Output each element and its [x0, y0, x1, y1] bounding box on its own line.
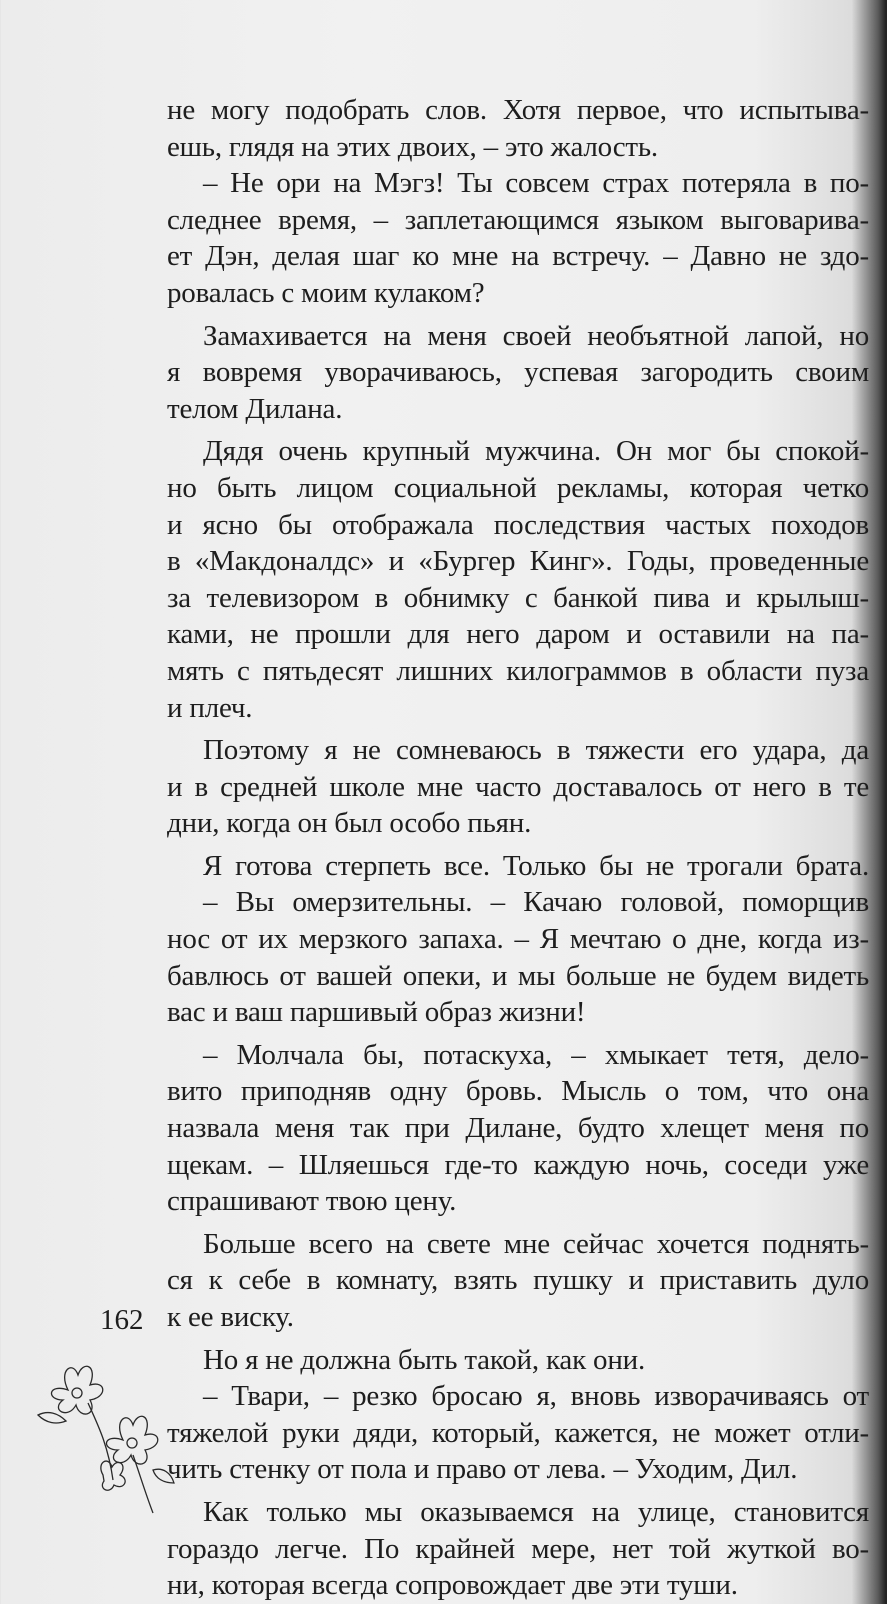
- text-line: гораздо легче. По крайней мере, нет той жуткой во-: [167, 1532, 869, 1565]
- text-line: ровалась с моим кулаком?: [167, 276, 485, 309]
- text-line: ками, не прошли для него даром и оставили на па-: [167, 618, 869, 651]
- text-line: спрашивают твою цену.: [167, 1185, 457, 1218]
- text-line: назвала меня так при Дилане, будто хлещет меня по: [167, 1112, 869, 1145]
- text-line: и плеч.: [167, 691, 253, 724]
- text-line: – Твари, – резко бросаю я, вновь изворачиваясь от: [203, 1380, 869, 1413]
- text-line: к ее виску.: [167, 1301, 294, 1333]
- page-number: 162: [100, 1304, 144, 1336]
- text-line: тяжелой руки дяди, который, кажется, не может отли-: [167, 1416, 869, 1449]
- text-line: – Молчала бы, потаскуха, – хмыкает тетя, дело-: [203, 1038, 869, 1071]
- text-line: дни, когда он был особо пьян.: [167, 807, 532, 840]
- text-line: следнее время, – заплетающимся языком выговарива-: [167, 203, 869, 236]
- text-line: Как только мы оказываемся на улице, становится: [203, 1495, 869, 1528]
- text-line: Я готова стерпеть все. Только бы не трогали брата.: [203, 849, 869, 882]
- flower-illustration: [28, 1355, 178, 1515]
- text-line: Поэтому я не сомневаюсь в тяжести его удара, да: [203, 734, 869, 767]
- text-line: Дядя очень крупный мужчина. Он мог бы спокой-: [203, 435, 869, 468]
- text-line: ешь, глядя на этих двоих, – это жалость.: [167, 130, 658, 163]
- text-line: – Вы омерзительны. – Качаю головой, поморщив: [203, 886, 869, 919]
- text-line: нос от их мерзкого запаха. – Я мечтаю о дне, когда из-: [167, 923, 869, 956]
- text-line: за телевизором в обнимку с банкой пива и крылыш-: [167, 581, 869, 614]
- text-line: Но я не должна быть такой, как они.: [203, 1343, 646, 1376]
- text-line: бавлюсь от вашей опеки, и мы больше не будем видеть: [167, 959, 869, 992]
- text-line: Замахивается на меня своей необъятной лапой, но: [203, 319, 869, 352]
- text-line: я вовремя уворачиваюсь, успевая загородить своим: [167, 356, 869, 389]
- body-text: [167, 92, 869, 1604]
- text-line: и ясно бы отображала последствия частых походов: [167, 508, 869, 541]
- text-line: щекам. – Шляешься где-то каждую ночь, соседи уже: [167, 1148, 869, 1181]
- text-line: Больше всего на свете мне сейчас хочется поднять-: [203, 1227, 869, 1260]
- text-line: вито приподняв одну бровь. Мысль о том, что она: [167, 1075, 869, 1108]
- text-line: мять с пятьдесят лишних килограммов в области пуза: [167, 654, 869, 687]
- text-line: чить стенку от пола и право от лева. – Уходим, Дил.: [167, 1453, 798, 1486]
- text-line: вас и ваш паршивый образ жизни!: [167, 996, 586, 1029]
- text-line: но быть лицом социальной рекламы, которая четко: [167, 471, 869, 504]
- text-line: в «Макдоналдс» и «Бургер Кинг». Годы, проведенные: [167, 545, 869, 578]
- text-line: не могу подобрать слов. Хотя первое, что испытыва-: [167, 94, 869, 126]
- text-line: и в средней школе мне часто доставалось от него в те: [167, 770, 869, 803]
- text-line: ся к себе в комнату, взять пушку и приставить дуло: [167, 1264, 869, 1297]
- text-line: ни, которая всегда сопровождает две эти туши.: [167, 1569, 738, 1602]
- text-line: ет Дэн, делая шаг ко мне на встречу. – Давно не здо-: [167, 240, 869, 273]
- text-line: телом Дилана.: [167, 392, 343, 425]
- text-line: – Не ори на Мэгз! Ты совсем страх потеряла в по-: [203, 167, 869, 200]
